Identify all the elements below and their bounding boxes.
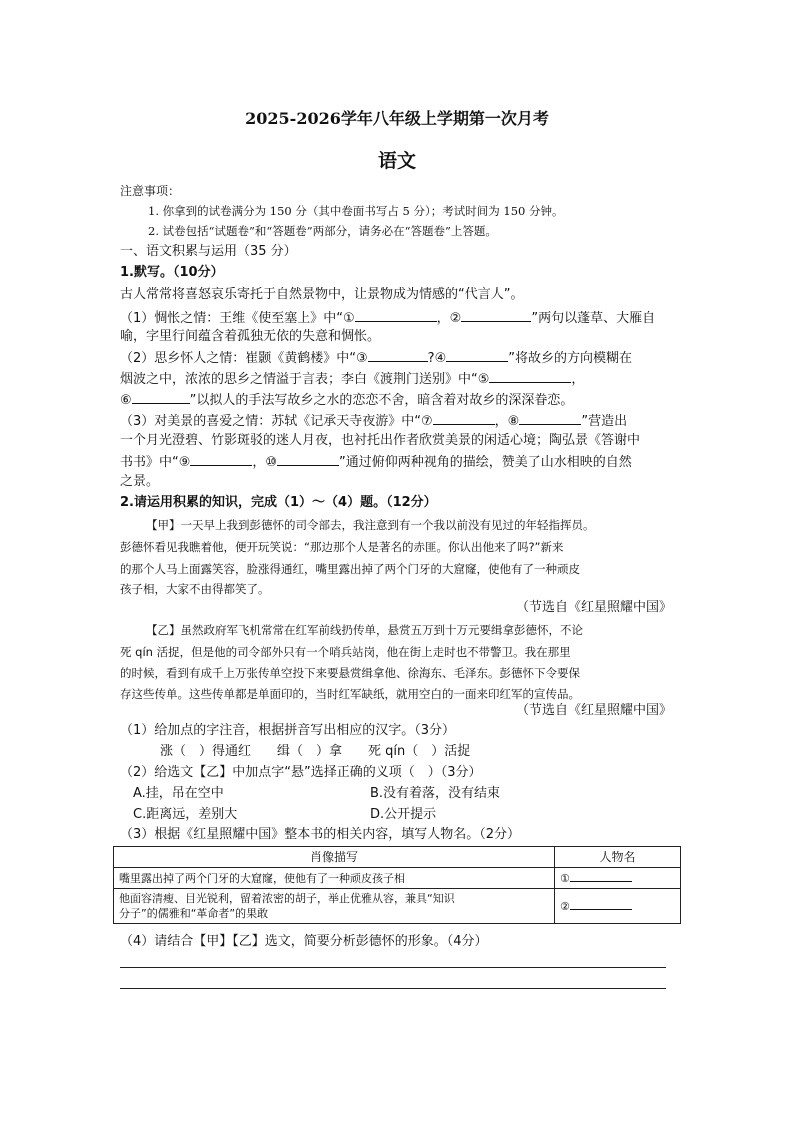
table-row xyxy=(114,868,681,889)
q2-sub3: （3）根据《红星照耀中国》整本书的相关内容，填写人物名。（2分） xyxy=(120,827,521,842)
table-header-name: 人物名 xyxy=(555,847,681,868)
q1-intro: 古人常常将喜怒哀乐寄托于自然景物中，让景物成为情感的“代言人”。 xyxy=(120,287,524,302)
passage-jia-source: （节选自《红星照耀中国》 xyxy=(515,600,672,615)
passage-jia-line4: 孩子相，大家不由得都笑了。 xyxy=(120,582,270,596)
notice-heading: 注意事项： xyxy=(120,184,181,198)
q2-sub1-items: 涨（ ）得通红 缉（ ）拿 死 qín（ ）活捉 xyxy=(160,744,471,759)
answer-blank-table-2[interactable] xyxy=(570,898,632,910)
option-c[interactable]: C.距离远，差别大 xyxy=(133,807,238,822)
answer-blank-table-1[interactable] xyxy=(570,870,632,882)
table-header-row xyxy=(114,847,681,868)
exam-subject: 语文 xyxy=(377,150,416,172)
exam-title: 2025-2026学年八年级上学期第一次月考 xyxy=(245,109,549,128)
answer-blank-4[interactable] xyxy=(446,347,508,362)
table-row-2-answer[interactable]: ② xyxy=(555,889,681,924)
q1-heading: 1.默写。（10分） xyxy=(120,265,224,280)
portrait-table xyxy=(113,846,681,924)
passage-yi-line3: 的时候，看到有成千上万张传单空投下来要悬赏缉拿他、徐海东、毛泽东。彭德怀下令要保 xyxy=(120,666,580,680)
answer-blank-9[interactable] xyxy=(190,451,252,466)
answer-blank-3[interactable] xyxy=(368,347,428,362)
q2-heading: 2.请运用积累的知识，完成（1）～（4）题。（12分） xyxy=(120,495,437,510)
table-row-1-desc: 嘴里露出掉了两个门牙的大窟窿，使他有了一种顽皮孩子相 xyxy=(114,868,555,889)
answer-blank-10[interactable] xyxy=(277,451,339,466)
answer-blank-8[interactable] xyxy=(519,410,581,425)
option-b[interactable]: B.没有着落，没有结束 xyxy=(370,786,501,801)
option-a[interactable]: A.挂，吊在空中 xyxy=(133,786,224,801)
q1-part3-line3: 书书》中“⑨ ，⑩ ”通过俯仰两种视角的描绘，赞美了山水相映的自然 xyxy=(120,451,632,473)
section-1-heading: 一、语文积累与运用（35 分） xyxy=(120,244,297,259)
answer-blank-7[interactable] xyxy=(433,410,495,425)
passage-yi-line1: 【乙】虽然政府军飞机常常在红军前线扔传单，悬赏五万到十万元要缉拿彭德怀，不论 xyxy=(146,623,583,637)
passage-jia-line1: 【甲】一天早上我到彭德怀的司令部去，我注意到有一个我以前没有见过的年轻指挥员。 xyxy=(146,518,595,532)
table-row-2-desc: 他面容清瘦、目光锐利，留着浓密的胡子，举止优雅从容，兼具“知识 分子”的儒雅和“革命者”的果敢 xyxy=(114,889,555,924)
q1-part2-line1: （2）思乡怀人之情：崔颢《黄鹤楼》中“③ ?④ ”将故乡的方向模糊在 xyxy=(120,347,632,369)
answer-line-1[interactable] xyxy=(120,967,666,968)
answer-blank-5[interactable] xyxy=(489,368,571,383)
q1-part1-line1: （1）惆怅之情：王维《使至塞上》中“① ，② ”两句以蓬草、大雁自 xyxy=(120,307,655,329)
answer-blank-6[interactable] xyxy=(132,389,190,404)
q1-part2-line2: 烟波之中，浓浓的思乡之情溢于言表；李白《渡荆门送别》中“⑤ ， xyxy=(120,368,584,390)
q2-sub2: （2）给选文【乙】中加点字“悬”选择正确的义项（ ）（3分） xyxy=(120,765,482,780)
q2-sub4: （4）请结合【甲】【乙】选文，简要分析彭德怀的形象。（4分） xyxy=(120,934,488,949)
answer-blank-2[interactable] xyxy=(461,307,531,322)
table-row xyxy=(114,889,681,924)
passage-jia-line3: 的那个人马上面露笑容，脸涨得通红，嘴里露出掉了两个门牙的大窟窿，使他有了一种顽皮 xyxy=(120,562,580,576)
notice-item-2: 2. 试卷包括“试题卷”和“答题卷”两部分，请务必在“答题卷”上答题。 xyxy=(148,224,497,238)
table-row-1-answer[interactable]: ① xyxy=(555,868,681,889)
passage-yi-line4: 存这些传单。这些传单都是单面印的，当时红军缺纸，就用空白的一面来印红军的宣传品。 xyxy=(120,687,580,701)
answer-blank-1[interactable] xyxy=(355,307,437,322)
answer-line-2[interactable] xyxy=(120,988,666,989)
passage-jia-line2: 彭德怀看见我瞧着他，便开玩笑说：“那边那个人是著名的赤匪。你认出他来了吗?”新来 xyxy=(120,540,564,554)
q1-part1-line2: 喻，字里行间蕴含着孤独无依的失意和惆怅。 xyxy=(120,329,381,344)
q1-part3-line1: （3）对美景的喜爱之情：苏轼《记承天寺夜游》中“⑦ ，⑧ ”营造出 xyxy=(120,410,627,432)
q1-part2-line3: ⑥ ”以拟人的手法写故乡之水的恋恋不舍，暗含着对故乡的深深眷恋。 xyxy=(120,389,573,411)
q2-sub1: （1）给加点的字注音，根据拼音写出相应的汉字。（3分） xyxy=(120,723,456,738)
passage-yi-source: （节选自《红星照耀中国》 xyxy=(515,703,672,718)
passage-yi-line2: 死 qín 活捉，但是他的司令部外只有一个哨兵站岗，他在街上走时也不带警卫。我在那里 xyxy=(120,645,571,659)
option-d[interactable]: D.公开提示 xyxy=(370,807,437,822)
notice-item-1: 1. 你拿到的试卷满分为 150 分（其中卷面书写占 5 分）；考试时间为 150 分钟。 xyxy=(148,204,564,218)
table-header-desc: 肖像描写 xyxy=(114,847,555,868)
q1-part3-line4: 之景。 xyxy=(120,474,160,489)
q1-part3-line2: 一个月光澄碧、竹影斑驳的迷人月夜，也衬托出作者欣赏美景的闲适心境；陶弘景《答谢中 xyxy=(120,433,641,448)
